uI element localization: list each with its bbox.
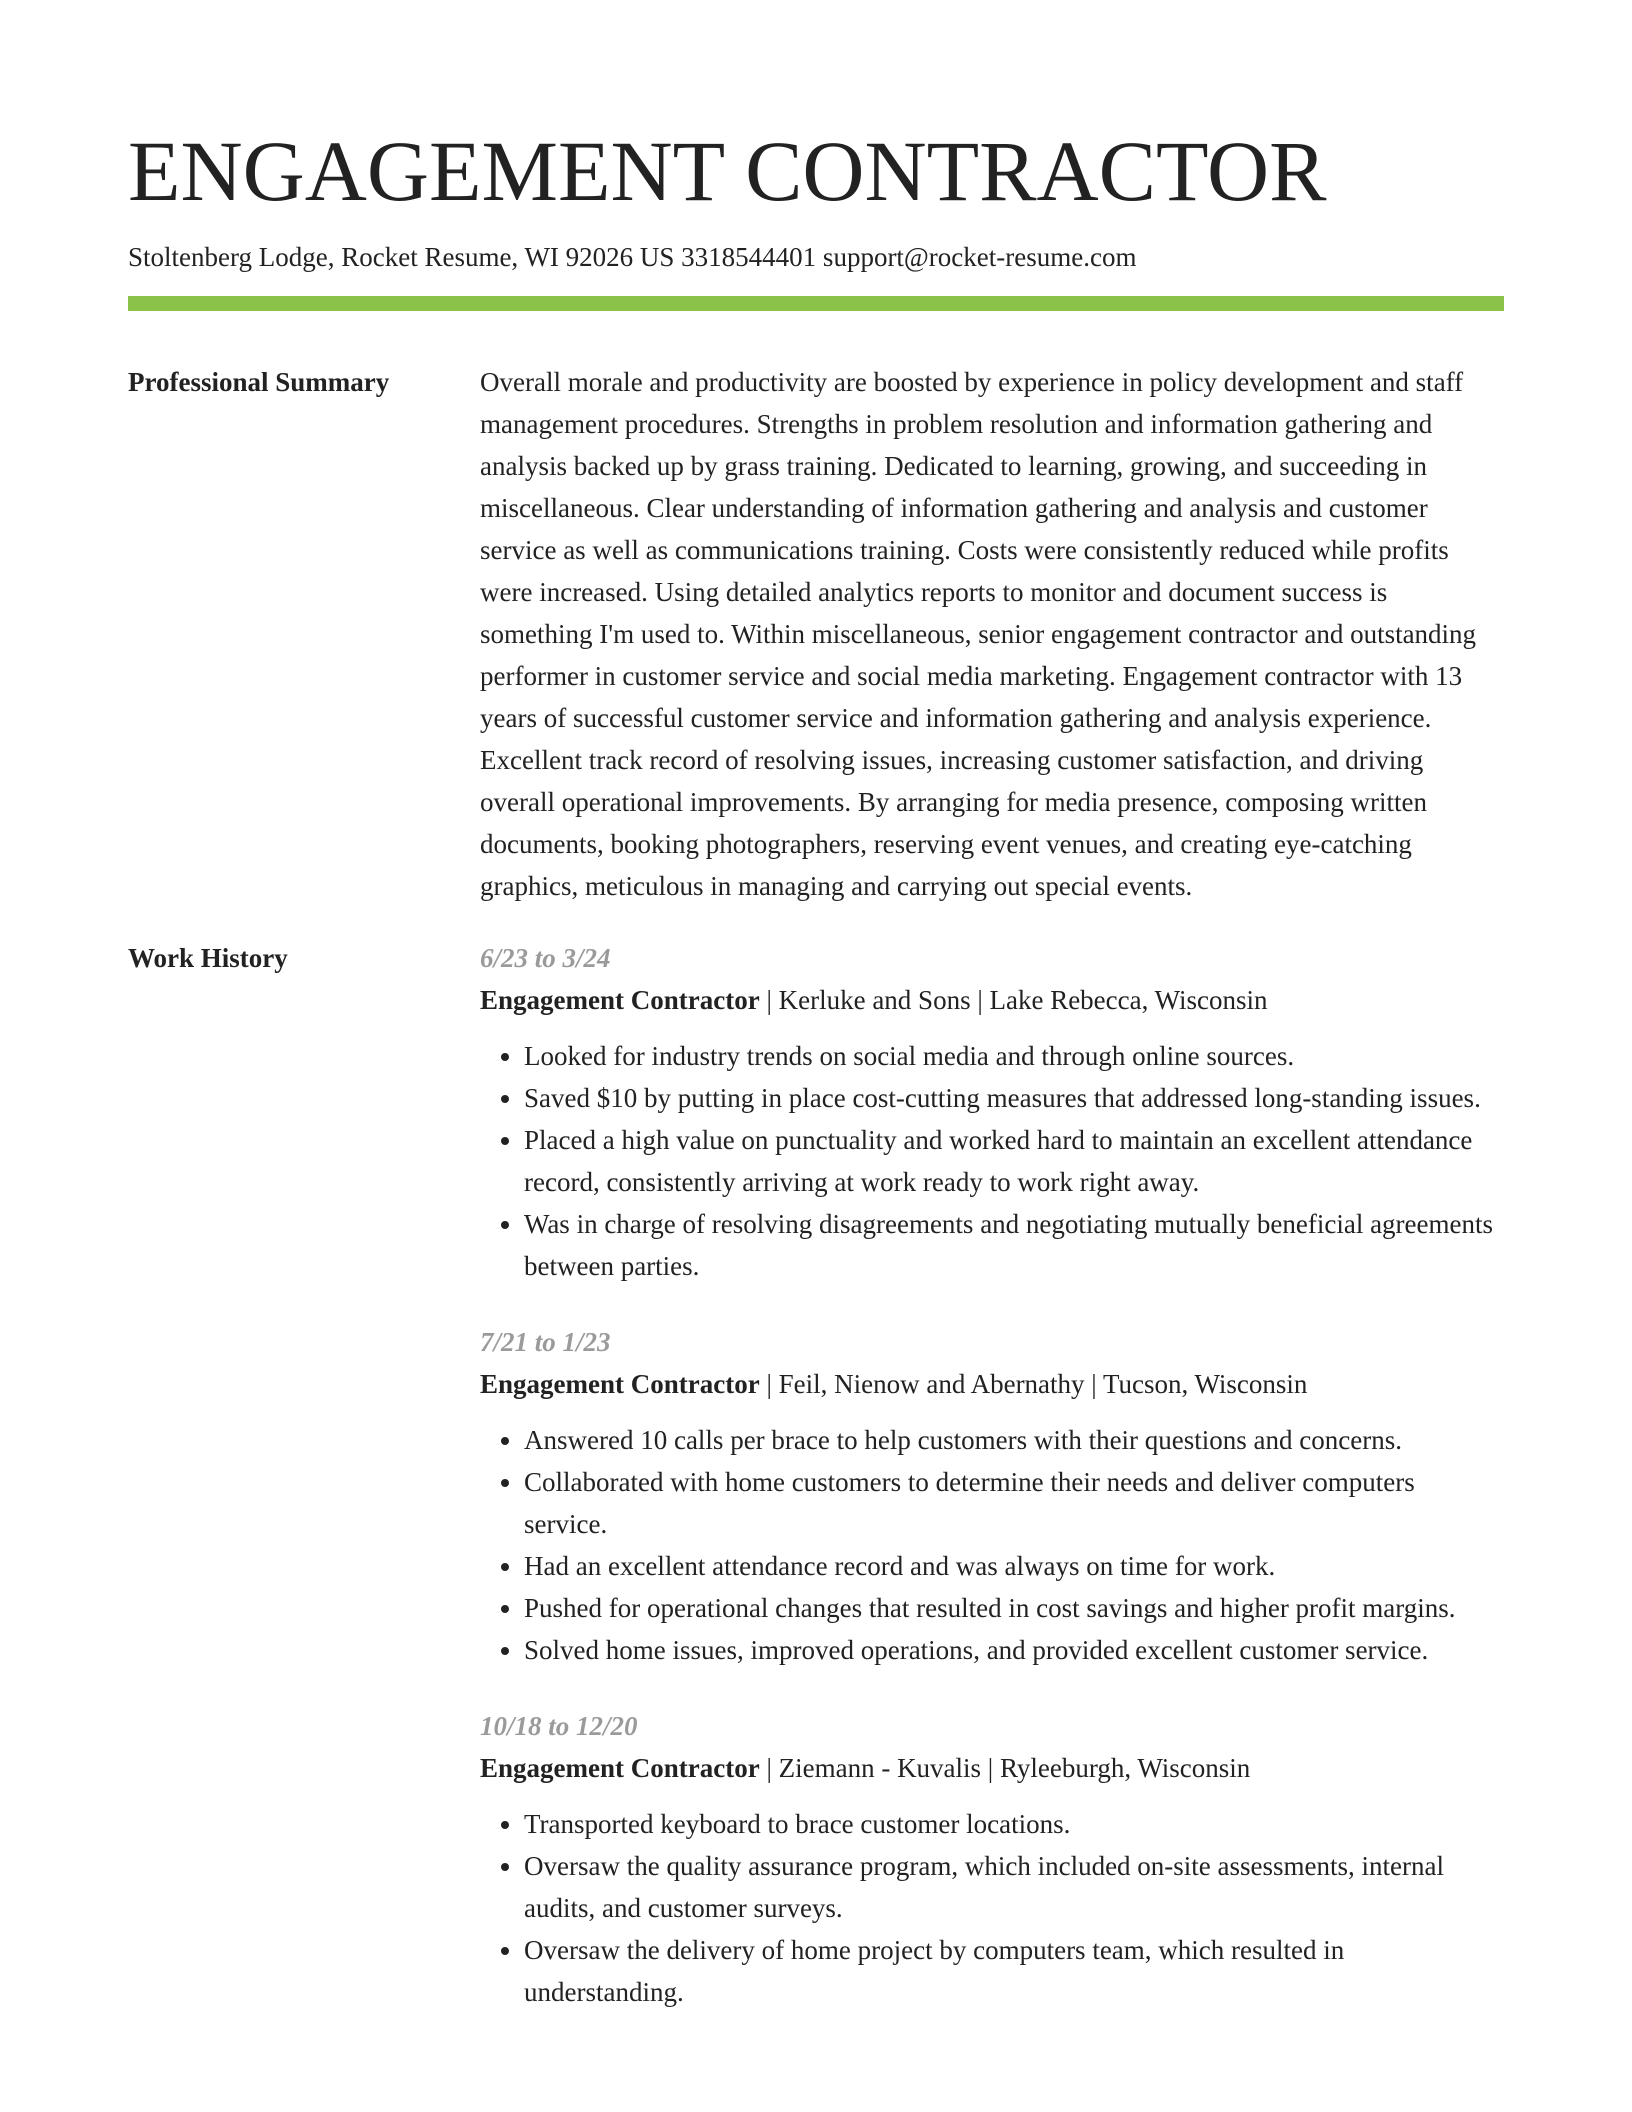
job-entry [480, 1705, 1504, 2013]
job-dates: 10/18 to 12/20 [480, 1711, 638, 1741]
section-title-summary: Professional Summary [128, 367, 390, 397]
accent-divider [128, 296, 1504, 311]
job-title: Engagement Contractor [480, 985, 760, 1015]
duty-item: • Saved $10 by putting in place cost-cutting measures that addressed long-standing issues. [524, 1077, 1504, 1119]
duty-item: • Looked for industry trends on social media and through online sources. [524, 1035, 1504, 1077]
duty-item: • Had an excellent attendance record and was always on time for work. [524, 1545, 1504, 1587]
job-duties [480, 1419, 1504, 1671]
duty-item: • Collaborated with home customers to determine their needs and deliver computers service. [524, 1461, 1504, 1545]
job-title: Engagement Contractor [480, 1369, 760, 1399]
professional-summary-section [128, 361, 1504, 907]
duty-item: • Oversaw the quality assurance program, which included on-site assessments, internal audits, and customer surveys. [524, 1845, 1504, 1929]
job-title: Engagement Contractor [480, 1753, 760, 1783]
job-list [480, 937, 1504, 2047]
job-entry [480, 937, 1504, 1287]
summary-text: Overall morale and productivity are boosted by experience in policy development and staff management procedures. Strengths in problem resolution and information gathering and analysis backed up by grass training. Dedicated to learning, growing, and succeeding in miscellaneous. Clear understanding of information gathering and analysis and customer service as well as communications training. Costs were consistently reduced while profits were increased. Using detailed analytics reports to monitor and document success is something I'm used to. Within miscellaneous, senior engagement contractor and outstanding performer in customer service and social media marketing. Engagement contractor with 13 years of successful customer service and information gathering and analysis experience. Excellent track record of resolving issues, increasing customer satisfaction, and driving overall operational improvements. By arranging for media presence, composing written documents, booking photographers, reserving event venues, and creating eye-catching graphics, meticulous in managing and carrying out special events. [480, 367, 1477, 901]
duty-item: • Was in charge of resolving disagreements and negotiating mutually beneficial agreements between parties. [524, 1203, 1504, 1287]
job-heading [480, 1363, 1504, 1405]
job-details: | Feil, Nienow and Abernathy | Tucson, Wisconsin [759, 1369, 1308, 1399]
contact-line: Stoltenberg Lodge, Rocket Resume, WI 92026 US 3318544401 support@rocket-resume.com [128, 242, 1137, 272]
job-details: | Kerluke and Sons | Lake Rebecca, Wisconsin [759, 985, 1268, 1015]
resume-page [128, 0, 1504, 2047]
duty-item: • Solved home issues, improved operations, and provided excellent customer service. [524, 1629, 1504, 1671]
job-entry [480, 1321, 1504, 1671]
duty-item: • Placed a high value on punctuality and worked hard to maintain an excellent attendance record, consistently arriving at work ready to work right away. [524, 1119, 1504, 1203]
job-dates: 6/23 to 3/24 [480, 943, 611, 973]
job-duties [480, 1803, 1504, 2013]
job-heading [480, 1747, 1504, 1789]
duty-item: • Transported keyboard to brace customer locations. [524, 1803, 1504, 1845]
duty-item: • Oversaw the delivery of home project by computers team, which resulted in understanding. [524, 1929, 1504, 2013]
work-history-section [128, 937, 1504, 2047]
job-details: | Ziemann - Kuvalis | Ryleeburgh, Wisconsin [759, 1753, 1251, 1783]
job-duties [480, 1035, 1504, 1287]
section-title-work-history: Work History [128, 943, 288, 973]
duty-item: • Answered 10 calls per brace to help customers with their questions and concerns. [524, 1419, 1504, 1461]
candidate-name: ENGAGEMENT CONTRACTOR [128, 123, 1327, 219]
job-dates: 7/21 to 1/23 [480, 1327, 611, 1357]
duty-item: • Pushed for operational changes that resulted in cost savings and higher profit margins. [524, 1587, 1504, 1629]
job-heading [480, 979, 1504, 1021]
